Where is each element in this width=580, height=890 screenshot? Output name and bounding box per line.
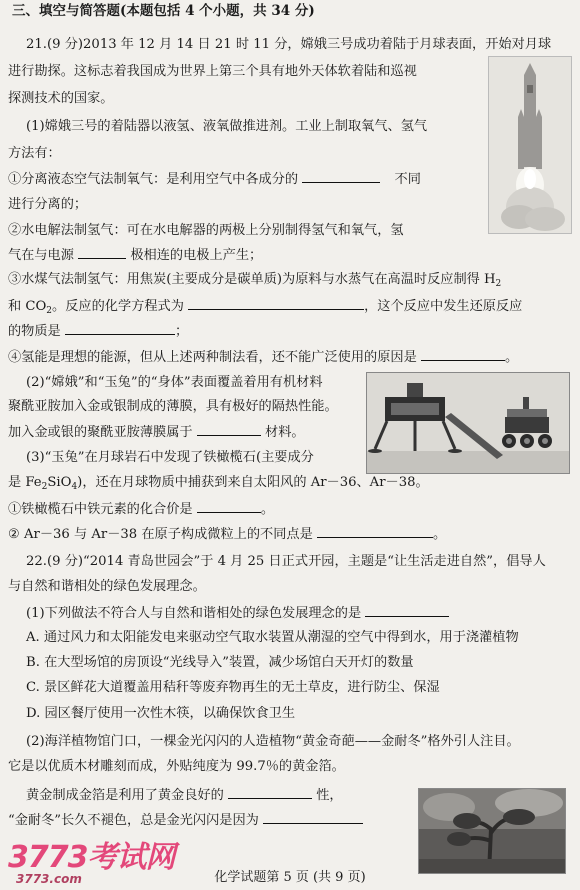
lander-rover-photo bbox=[366, 372, 570, 474]
q22-part2-text: 黄金制成金箔是利用了黄金良好的 bbox=[26, 788, 224, 803]
part3-subq2-text: ② Ar－36 与 Ar－38 在原子构成微粒上的不同点是 bbox=[8, 527, 313, 542]
q22-part2-text-tail: 性， bbox=[316, 788, 343, 803]
q21-subq3-line-1 bbox=[8, 271, 501, 289]
q21-part3-line-2 bbox=[8, 474, 429, 492]
q21-subq3-line-2 bbox=[8, 297, 522, 316]
q22-option-b: B. 在大型场馆的房顶设“光线导入”装置，减少场馆白天开灯的数量 bbox=[26, 655, 414, 670]
golden-tree-icon bbox=[419, 789, 565, 873]
q21-part2-line-1: (2)“嫦娥”和“玉兔”的“身体”表面覆盖着用有机材料 bbox=[26, 375, 323, 390]
subq3-co2: 和 CO bbox=[8, 299, 47, 314]
q22-option-a: A. 通过风力和太阳能发电来驱动空气取水装置从潮湿的空气中得到水，用于浇灌植物 bbox=[26, 630, 519, 645]
subq1-text-tail: 不同 bbox=[394, 172, 421, 187]
q21-part3-subq2 bbox=[8, 525, 446, 544]
answer-blank-2[interactable] bbox=[78, 246, 126, 259]
part3-subq1-text: ①铁橄榄石中铁元素的化合价是 bbox=[8, 502, 193, 517]
answer-blank-9[interactable] bbox=[228, 786, 312, 799]
answer-blank-4[interactable] bbox=[421, 348, 505, 361]
section-title: 三、填空与简答题(本题包括 4 个小题，共 34 分) bbox=[12, 3, 315, 19]
subq2-text-tail: 极相连的电极上产生； bbox=[130, 248, 263, 263]
part2-text: 加入金或银的聚酰亚胺薄膜属于 bbox=[8, 425, 193, 440]
q21-part3-subq1 bbox=[8, 500, 274, 519]
q21-subq1-line-2: 进行分离的； bbox=[8, 197, 88, 212]
q22-option-c: C. 景区鲜花大道覆盖用秸秆等废弃物再生的无土草皮，进行防尘、保湿 bbox=[26, 680, 440, 695]
subscript: 4 bbox=[71, 482, 78, 492]
semicolon: ； bbox=[174, 324, 189, 339]
q22-part1-text: (1)下列做法不符合人与自然和谐相处的绿色发展理念的是 bbox=[26, 606, 362, 621]
subq4-text: ④氢能是理想的能源，但从上述两种制法看，还不能广泛使用的原因是 bbox=[8, 350, 417, 365]
watermark-sub: 3773.com bbox=[16, 872, 82, 886]
lunar-lander-icon bbox=[367, 373, 569, 473]
q21-intro-line-3: 探测技术的国家。 bbox=[8, 91, 114, 106]
part3-text: )，还在月球物质中捕获到来自太阳风的 Ar－36、Ar－38。 bbox=[77, 475, 429, 490]
q21-part1-line-2: 方法有： bbox=[8, 146, 61, 161]
fe2sio4-part: 是 Fe bbox=[8, 475, 42, 490]
q21-part1-line-1: (1)嫦娥三号的着陆器以液氢、液氧做推进剂。工业上制取氧气、氢气 bbox=[26, 119, 428, 134]
answer-blank-10[interactable] bbox=[263, 811, 363, 824]
q22-option-d: D. 园区餐厅使用一次性木筷，以确保饮食卫生 bbox=[26, 706, 296, 721]
period: 。 bbox=[505, 350, 519, 365]
answer-blank-8[interactable] bbox=[365, 604, 449, 617]
q21-subq2-line-1: ②水电解法制氢气：可在水电解器的两极上分别制得氢气和氧气，氢 bbox=[8, 223, 404, 238]
rocket-icon bbox=[489, 57, 571, 233]
q21-part2-line-3 bbox=[8, 423, 305, 442]
answer-blank-equation[interactable] bbox=[188, 297, 364, 310]
q22-intro-line-2: 与自然和谐相处的绿色发展理念。 bbox=[8, 579, 206, 594]
q21-subq1-line-1 bbox=[8, 170, 421, 189]
subscript: 2 bbox=[46, 306, 53, 316]
page-footer: 化学试题第 5 页 (共 9 页) bbox=[214, 870, 366, 885]
period: 。 bbox=[260, 502, 275, 517]
subq3-equation-label: 。反应的化学方程式为 bbox=[52, 299, 184, 314]
subq1-text: ①分离液态空气法制氧气：是利用空气中各成分的 bbox=[8, 172, 299, 187]
subq2-text: 气在与电源 bbox=[8, 248, 74, 263]
answer-blank-7[interactable] bbox=[317, 525, 433, 538]
q21-intro-line-2: 进行勘探。这标志着我国成为世界上第三个具有地外天体软着陆和巡视 bbox=[8, 64, 417, 79]
subscript: 2 bbox=[495, 279, 502, 289]
answer-blank-3[interactable] bbox=[65, 322, 175, 335]
subq3-text-tail: ，这个反应中发生还原反应 bbox=[364, 299, 523, 314]
golden-plant-photo bbox=[418, 788, 566, 874]
q22-part2-line-4 bbox=[8, 811, 363, 830]
q21-subq3-line-3 bbox=[8, 322, 188, 341]
rocket-launch-photo bbox=[488, 56, 572, 234]
fe2sio4-part: SiO bbox=[47, 475, 72, 490]
answer-blank-5[interactable] bbox=[197, 423, 261, 436]
q22-part2-text-2: “金耐冬”长久不褪色，总是金光闪闪是因为 bbox=[8, 813, 259, 828]
subq3-text: ③水煤气法制氢气：用焦炭(主要成分是碳单质)为原料与水蒸气在高温时反应制得 H bbox=[8, 272, 496, 287]
q21-subq4-line bbox=[8, 348, 518, 367]
part2-text-tail: 材料。 bbox=[265, 425, 305, 440]
period: 。 bbox=[433, 527, 447, 542]
q21-intro-line-1: 21.(9 分)2013 年 12 月 14 日 21 时 11 分，嫦娥三号成功着陆于月球表面，开始对月球 bbox=[26, 37, 552, 52]
subq3-reduced-label: 的物质是 bbox=[8, 324, 61, 339]
q21-part3-line-1: (3)“玉兔”在月球岩石中发现了铁橄榄石(主要成分 bbox=[26, 450, 314, 465]
q22-part2-line-3 bbox=[26, 786, 343, 805]
answer-blank-1[interactable] bbox=[302, 170, 380, 183]
watermark-main: 3773考试网 bbox=[8, 840, 175, 875]
q22-intro-line-1: 22.(9 分)“2014 青岛世园会”于 4 月 25 日正式开园，主题是“让生活走进自然”，倡导人 bbox=[26, 554, 546, 569]
q22-part1 bbox=[26, 604, 449, 623]
answer-blank-6[interactable] bbox=[197, 500, 261, 513]
q21-part2-line-2: 聚酰亚胺加入金或银制成的薄膜，具有极好的隔热性能。 bbox=[8, 399, 338, 414]
subscript: 2 bbox=[41, 482, 48, 492]
q21-subq2-line-2 bbox=[8, 246, 262, 265]
q22-part2-line-2: 它是以优质木材雕刻而成，外贴纯度为 99.7％的黄金箔。 bbox=[8, 759, 345, 774]
q22-part2-line-1: (2)海洋植物馆门口，一棵金光闪闪的人造植物“黄金奇葩——金耐冬”格外引人注目。 bbox=[26, 734, 520, 749]
